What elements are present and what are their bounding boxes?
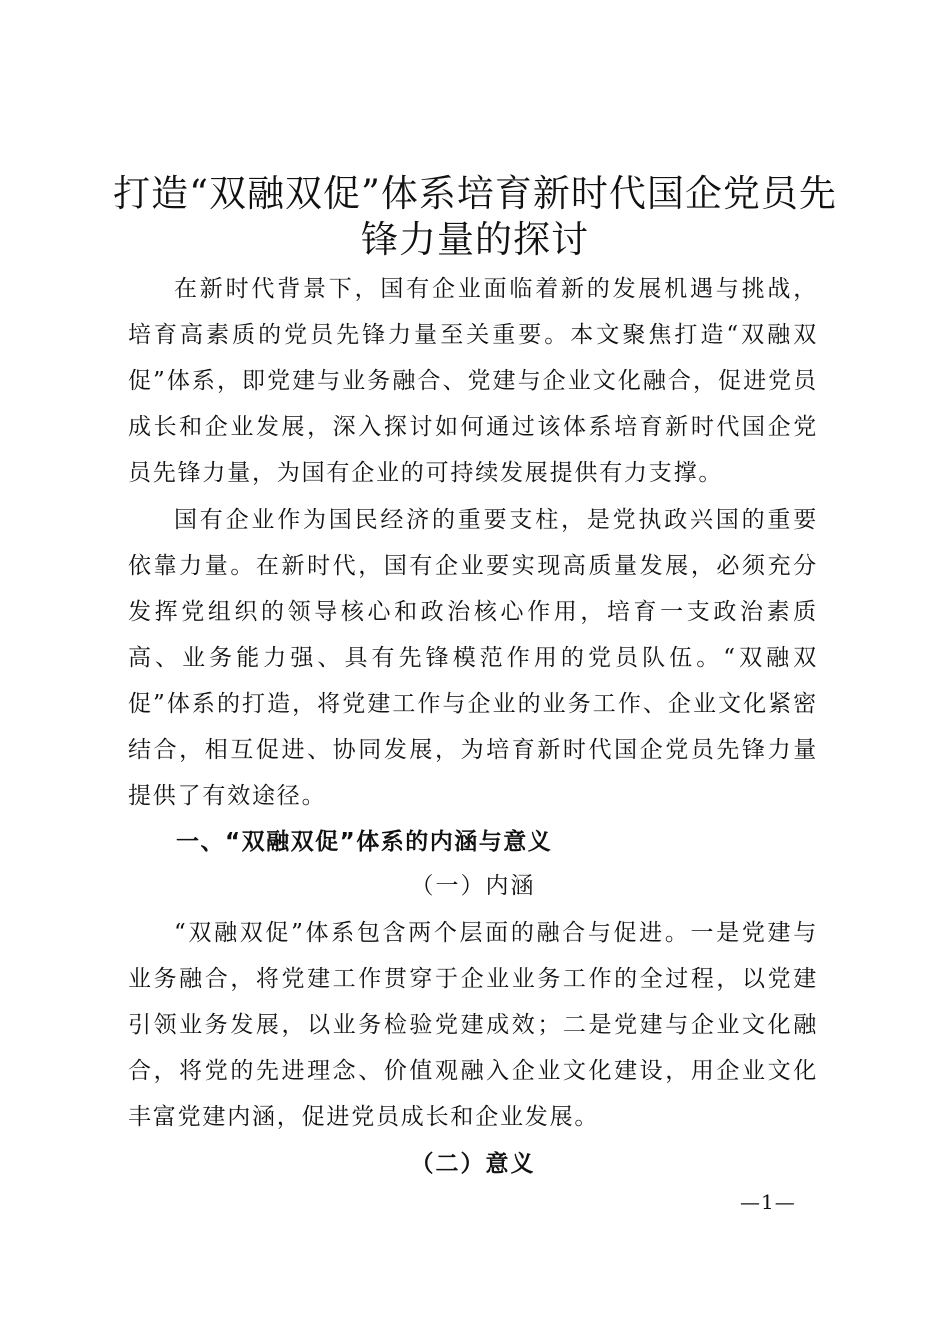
section-heading: 一、“双融双促”体系的内涵与意义 bbox=[176, 829, 553, 855]
background-paragraph: 国有企业作为国民经济的重要支柱，是党执政兴国的重要依靠力量。在新时代，国有企业要实现高质量发展，必须充分发挥党组织的领导核心和政治核心作用，培育一支政治素质高、业务能力强、具有先锋模范作用的党员队伍。“双融双促”体系的打造，将党建工作与企业的业务工作、企业文化紧密结合，相互促进、协同发展，为培育新时代国企党员先锋力量提供了有效途径。 bbox=[128, 507, 818, 809]
document-title: 打造“双融双促”体系培育新时代国企党员先锋力量的探讨 bbox=[113, 172, 837, 261]
intro-paragraph: 在新时代背景下，国有企业面临着新的发展机遇与挑战，培育高素质的党员先锋力量至关重要。本文聚焦打造“双融双促”体系，即党建与业务融合、党建与企业文化融合，促进党员成长和企业发展，深入探讨如何通过该体系培育新时代国企党员先锋力量，为国有企业的可持续发展提供有力支撑。 bbox=[128, 276, 818, 486]
subsection-heading-connotation: （一）内涵 bbox=[410, 873, 536, 899]
subsection-heading-significance: （二）意义 bbox=[410, 1150, 536, 1177]
connotation-paragraph: “双融双促”体系包含两个层面的融合与促进。一是党建与业务融合，将党建工作贯穿于企业业务工作的全过程，以党建引领业务发展，以业务检验党建成效；二是党建与企业文化融合，将党的先进理念、价值观融入企业文化建设，用企业文化丰富党建内涵，促进党员成长和企业发展。 bbox=[128, 920, 818, 1130]
page-number: —1— bbox=[740, 1190, 796, 1214]
